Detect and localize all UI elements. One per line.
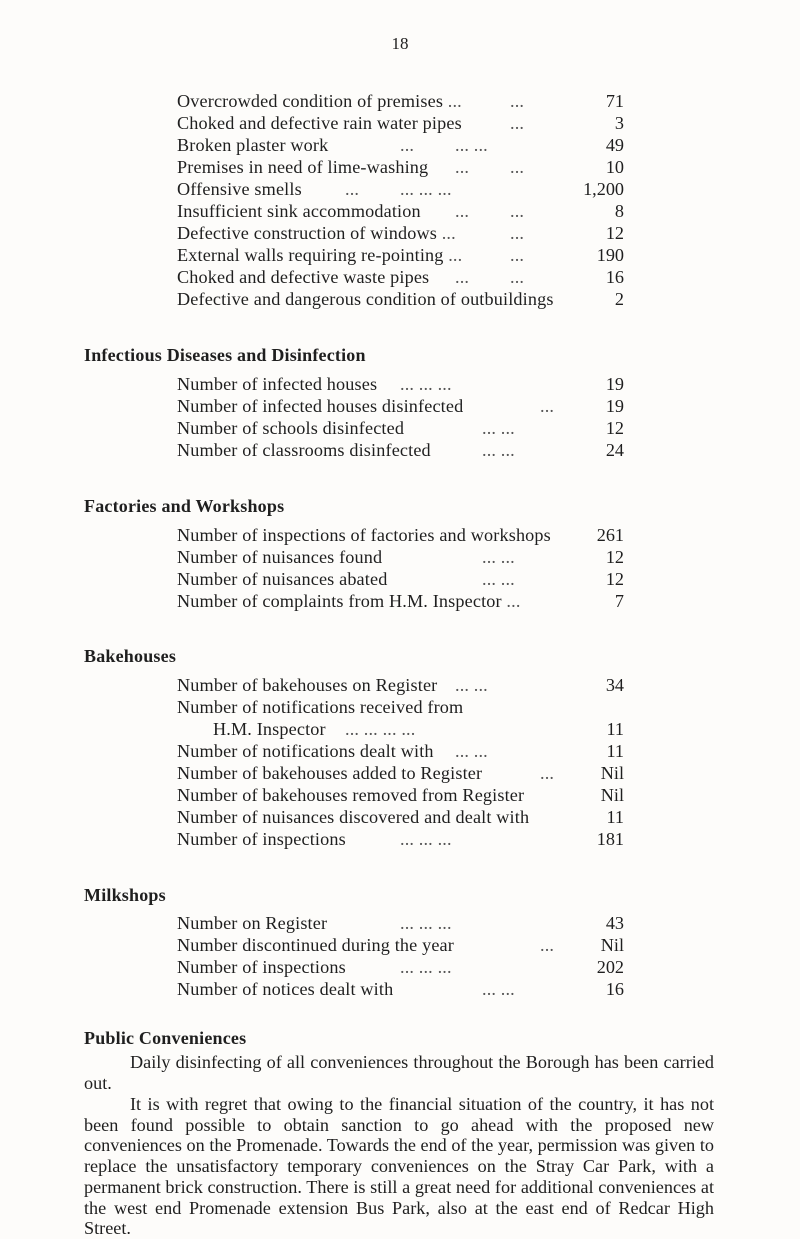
item-label: Choked and defective rain water pipes (177, 113, 462, 133)
section-heading: Public Conveniences (84, 1028, 247, 1048)
item-label: Number of notifications dealt with (177, 741, 434, 761)
list-item (177, 741, 434, 761)
leader-dots: ... (455, 267, 470, 287)
leader-dots: ... ... ... (400, 829, 452, 849)
section-heading: Infectious Diseases and Disinfection (84, 345, 366, 365)
item-label: Number of nuisances found (177, 547, 383, 567)
item-value: 2 (614, 289, 624, 309)
list-item (177, 785, 524, 805)
list-item (177, 396, 463, 416)
list-item (177, 374, 377, 394)
item-label: Defective construction of windows (177, 223, 438, 243)
item-value: 24 (605, 440, 624, 460)
item-label: Number of classrooms disinfected (177, 440, 431, 460)
item-label: Number of nuisances abated (177, 569, 388, 589)
item-label: Number of inspections (177, 957, 346, 977)
item-label: Number of bakehouses removed from Register (177, 785, 525, 805)
item-value: 202 (596, 957, 624, 977)
leader-dots: ... (345, 179, 360, 199)
item-value: 12 (605, 418, 624, 438)
list-item (213, 719, 326, 739)
item-value: 71 (605, 91, 624, 111)
item-label: Number on Register (177, 913, 328, 933)
list-item (177, 935, 454, 955)
list-item (177, 113, 462, 133)
leader-dots: ... (510, 245, 525, 265)
paragraph: It is with regret that owing to the financial situation of the country, it has not been found possible to obtain sanction to go ahead with the proposed new conveniences on the Promenade. Towards the end of the year, permission was given to replace the unsatisfactory temporary conveniences on the Stray Car Park, with a permanent brick construction. There is still a great need for additional conveniences at the west end Promenade extension Bus Park, also at the east end of Redcar High Street. (84, 1094, 714, 1239)
leader-dots: ... (540, 935, 555, 955)
list-item (177, 675, 437, 695)
leader-dots: ... (510, 201, 525, 221)
item-value: 3 (614, 113, 624, 133)
list-item (177, 245, 462, 265)
list-item (177, 201, 421, 221)
item-value: 43 (605, 913, 624, 933)
list-item (177, 547, 382, 567)
list-item (177, 440, 431, 460)
list-item (177, 807, 529, 827)
leader-dots: ... ... ... (400, 374, 452, 394)
item-label: Number of complaints from H.M. Inspector (177, 591, 502, 611)
item-label: Overcrowded condition of premises (177, 91, 444, 111)
item-label: Offensive smells (177, 179, 302, 199)
item-label: Number of infected houses (177, 374, 378, 394)
leader-dots: ... ... (482, 547, 515, 567)
list-item (177, 829, 346, 849)
list-item (177, 591, 521, 611)
item-label: Number of bakehouses on Register (177, 675, 438, 695)
item-value: 10 (605, 157, 624, 177)
page-number: 18 (391, 34, 409, 53)
item-label: Number of inspections (177, 829, 346, 849)
item-value: 16 (605, 267, 624, 287)
leader-dots: ... ... (482, 569, 515, 589)
list-item (177, 525, 551, 545)
list-item (177, 267, 429, 287)
section-heading: Milkshops (84, 885, 166, 905)
leader-dots: ... (510, 157, 525, 177)
item-value: 16 (605, 979, 624, 999)
item-label: Number of bakehouses added to Register (177, 763, 483, 783)
leader-dots: ... (441, 223, 456, 243)
item-label: External walls requiring re-pointing (177, 245, 444, 265)
list-item (177, 157, 428, 177)
leader-dots: ... ... (455, 135, 488, 155)
item-label: Number of infected houses disinfected (177, 396, 464, 416)
list-item (177, 135, 328, 155)
item-label: Number of notifications received from (177, 697, 464, 717)
item-value: 190 (596, 245, 624, 265)
leader-dots: ... ... (455, 741, 488, 761)
leader-dots: ... ... (482, 418, 515, 438)
item-value: Nil (600, 763, 624, 783)
item-value: Nil (600, 785, 624, 805)
item-value: 261 (596, 525, 624, 545)
list-item (177, 418, 404, 438)
leader-dots: ... (455, 201, 470, 221)
leader-dots: ... ... (482, 440, 515, 460)
list-item (177, 179, 302, 199)
section-heading: Factories and Workshops (84, 496, 285, 516)
item-label: Premises in need of lime-washing (177, 157, 429, 177)
leader-dots: ... (455, 157, 470, 177)
item-value: 181 (596, 829, 624, 849)
item-value: 11 (606, 741, 624, 761)
item-label: Number of inspections of factories and workshops (177, 525, 551, 545)
paragraph: Daily disinfecting of all conveniences throughout the Borough has been carried out. (84, 1052, 714, 1093)
item-label: Number of schools disinfected (177, 418, 405, 438)
item-value: 12 (605, 547, 624, 567)
item-label: Insufficient sink accommodation (177, 201, 421, 221)
list-item (177, 223, 456, 243)
list-item (177, 697, 463, 717)
section-heading: Bakehouses (84, 646, 177, 666)
list-item (177, 913, 327, 933)
item-label: Number of nuisances discovered and dealt with (177, 807, 530, 827)
list-item (177, 91, 462, 111)
list-item (177, 289, 554, 309)
item-value: 11 (606, 719, 624, 739)
item-label: Broken plaster work (177, 135, 329, 155)
item-value: 34 (605, 675, 624, 695)
list-item (177, 763, 482, 783)
leader-dots: ... (540, 763, 555, 783)
leader-dots: ... (506, 591, 521, 611)
item-label: Defective and dangerous condition of outbuildings (177, 289, 554, 309)
item-value: 49 (605, 135, 624, 155)
item-label: Number discontinued during the year (177, 935, 454, 955)
leader-dots: ... (447, 91, 462, 111)
leader-dots: ... ... ... ... (345, 719, 416, 739)
list-item (177, 979, 393, 999)
item-value: 8 (614, 201, 624, 221)
item-value: 12 (605, 223, 624, 243)
leader-dots: ... (510, 91, 525, 111)
item-value: 7 (614, 591, 624, 611)
item-value: 11 (606, 807, 624, 827)
leader-dots: ... (540, 396, 555, 416)
leader-dots: ... (510, 113, 525, 133)
item-value: 19 (605, 396, 624, 416)
leader-dots: ... (510, 267, 525, 287)
leader-dots: ... ... (482, 979, 515, 999)
item-label: H.M. Inspector (213, 719, 326, 739)
item-value: 19 (605, 374, 624, 394)
leader-dots: ... ... ... (400, 179, 452, 199)
leader-dots: ... ... (455, 675, 488, 695)
item-label: Number of notices dealt with (177, 979, 394, 999)
leader-dots: ... (448, 245, 463, 265)
item-value: 12 (605, 569, 624, 589)
item-label: Choked and defective waste pipes (177, 267, 430, 287)
list-item (177, 957, 346, 977)
item-value: Nil (600, 935, 624, 955)
leader-dots: ... ... ... (400, 957, 452, 977)
item-value: 1,200 (583, 179, 624, 199)
list-item (177, 569, 387, 589)
leader-dots: ... (510, 223, 525, 243)
leader-dots: ... ... ... (400, 913, 452, 933)
leader-dots: ... (400, 135, 415, 155)
